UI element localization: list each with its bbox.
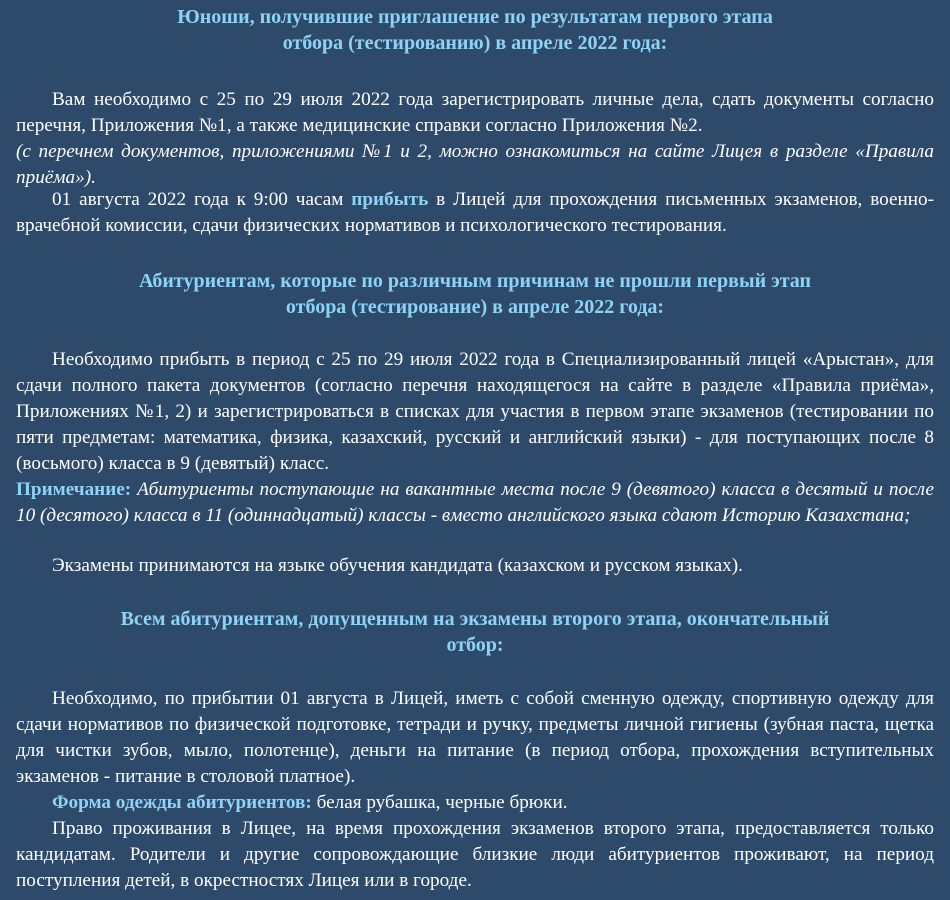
- section1-heading-line1: Юноши, получившие приглашение по результатам первого этапа: [177, 6, 773, 28]
- section1-p2-after: в Лицей для прохождения письменных экзаменов, военно-врачебной комиссии, сдачи физических нормативов и психологического тестирования.: [16, 189, 934, 236]
- section1-paragraph2: [16, 187, 934, 239]
- section2-paragraph1: Необходимо прибыть в период с 25 по 29 июля 2022 года в Специализированный лицей «Арыстан», для сдачи полного пакета документов (согласно перечня находящегося на сайте в разделе «Правила приёма», Приложениях №1, 2) и зарегистрироваться в списках для участия в первом этапе экзаменов (тестировании по пяти предметам: математика, физика, казахский, русский и английский языки) - для поступающих после 8 (восьмого) класса в 9 (девятый) класс.: [16, 349, 934, 474]
- section3-heading-line1: Всем абитуриентам, допущенным на экзамены второго этапа, окончательный: [120, 608, 830, 630]
- section2-heading-line2: отбора (тестирование) в апреле 2022 года:: [285, 296, 665, 318]
- dress-text: белая рубашка, черные брюки.: [311, 792, 568, 813]
- section3-paragraph1: Необходимо, по прибытии 01 августа в Лицей, иметь с собой сменную одежду, спортивную одежду для сдачи нормативов по физической подготовке, тетради и ручку, предметы личной гигиены (зубная паста, щетка для чистки зубов, мыло, полотенце), деньги на питание (в период отбора, прохождения вступительных экзаменов - питание в столовой платное).: [16, 688, 934, 787]
- section1-p2-before: 01 августа 2022 года к 9:00 часам: [52, 189, 352, 210]
- arrive-highlight: прибыть: [351, 189, 429, 210]
- section1-heading: [0, 4, 950, 56]
- section3-heading: [0, 606, 950, 658]
- section1-p1-text: Вам необходимо с 25 по 29 июля 2022 года зарегистрировать личные дела, сдать документы согласно перечня, Приложения №1, а также медицинские справки согласно Приложения №2.: [16, 89, 934, 136]
- section1-heading-line2: отбора (тестированию) в апреле 2022 года:: [282, 32, 668, 54]
- section2-heading-line1: Абитуриентам, которые по различным причинам не прошли первый этап: [138, 270, 812, 292]
- section3-heading-line2: отбор:: [446, 634, 504, 656]
- section3-dress-code: [16, 790, 934, 816]
- dress-label: Форма одежды абитуриентов:: [52, 792, 312, 813]
- section3-paragraph2: Право проживания в Лицее, на время прохождения экзаменов второго этапа, предоставляется только кандидатам. Родители и другие сопровождающие близкие люди абитуриентов проживают, на период поступления детей, в окрестностях Лицея или в городе.: [16, 818, 934, 891]
- section1-paragraph1: [16, 87, 934, 191]
- note-label: Примечание:: [16, 479, 132, 500]
- section1-p1-note: (с перечнем документов, приложениями №1 и 2, можно ознакомиться на сайте Лицея в разделе «Правила приёма»).: [16, 141, 934, 188]
- section2-note: [16, 477, 934, 529]
- note-text: Абитуриенты поступающие на вакантные места после 9 (девятого) класса в десятый и после 10 (десятого) класса в 11 (одиннадцатый) классы - вместо английского языка сдают Историю Казахстана;: [16, 479, 934, 526]
- section2-paragraph2: Экзамены принимаются на языке обучения кандидата (казахском и русском языках).: [52, 555, 743, 576]
- section2-heading: [0, 268, 950, 320]
